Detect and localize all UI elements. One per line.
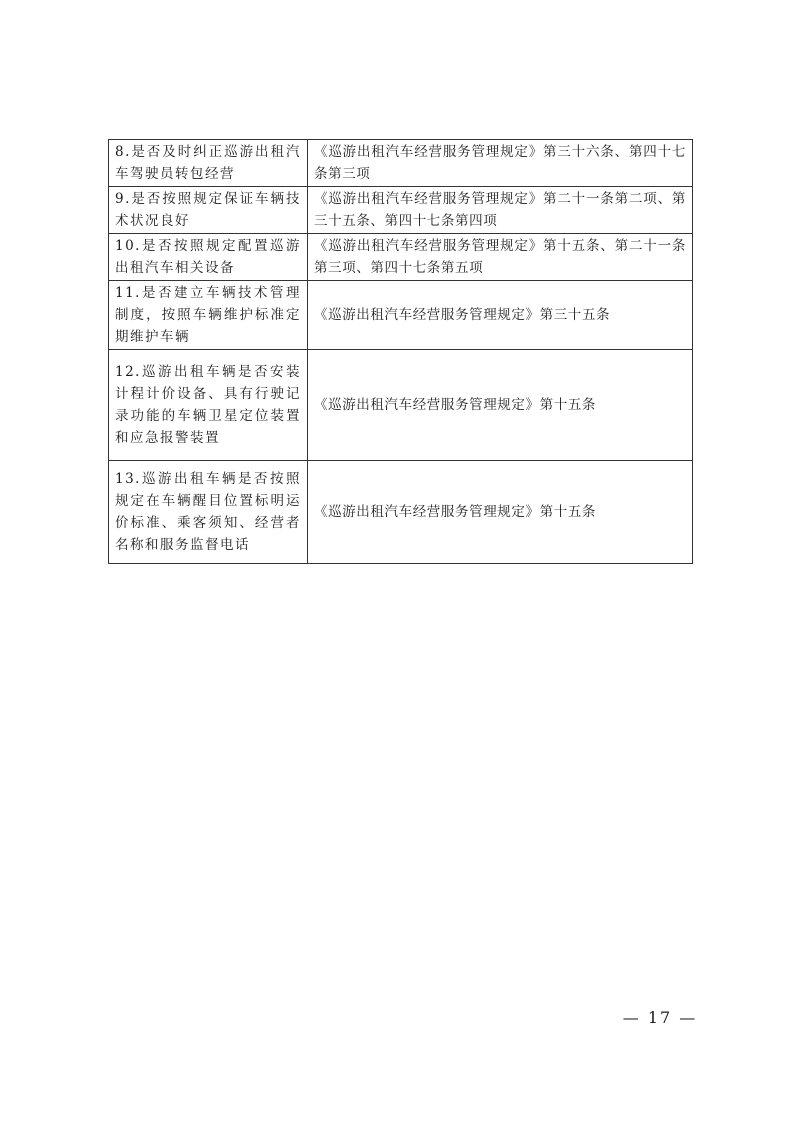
legal-basis: 《巡游出租汽车经营服务管理规定》第十五条、第二十一条第三项、第四十七条第五项 <box>308 234 693 281</box>
inspection-item: 12.巡游出租车辆是否安装计程计价设备、具有行驶记录功能的车辆卫星定位装置和应急报警装置 <box>109 350 308 461</box>
table-row <box>109 140 693 187</box>
inspection-item: 13.巡游出租车辆是否按照规定在车辆醒目位置标明运价标准、乘客须知、经营者名称和服务监督电话 <box>109 461 308 564</box>
page-number: — 17 — <box>622 1008 698 1027</box>
legal-basis: 《巡游出租汽车经营服务管理规定》第二十一条第二项、第三十五条、第四十七条第四项 <box>308 187 693 234</box>
inspection-item: 11.是否建立车辆技术管理制度，按照车辆维护标准定期维护车辆 <box>109 281 308 350</box>
inspection-item: 8.是否及时纠正巡游出租汽车驾驶员转包经营 <box>109 140 308 187</box>
table-row <box>109 234 693 281</box>
legal-basis: 《巡游出租汽车经营服务管理规定》第十五条 <box>308 461 693 564</box>
inspection-item: 10.是否按照规定配置巡游出租汽车相关设备 <box>109 234 308 281</box>
inspection-item: 9.是否按照规定保证车辆技术状况良好 <box>109 187 308 234</box>
table-row <box>109 281 693 350</box>
inspection-table <box>108 139 693 564</box>
legal-basis: 《巡游出租汽车经营服务管理规定》第三十五条 <box>308 281 693 350</box>
table-row <box>109 461 693 564</box>
table-row <box>109 187 693 234</box>
legal-basis: 《巡游出租汽车经营服务管理规定》第三十六条、第四十七条第三项 <box>308 140 693 187</box>
table-row <box>109 350 693 461</box>
legal-basis: 《巡游出租汽车经营服务管理规定》第十五条 <box>308 350 693 461</box>
